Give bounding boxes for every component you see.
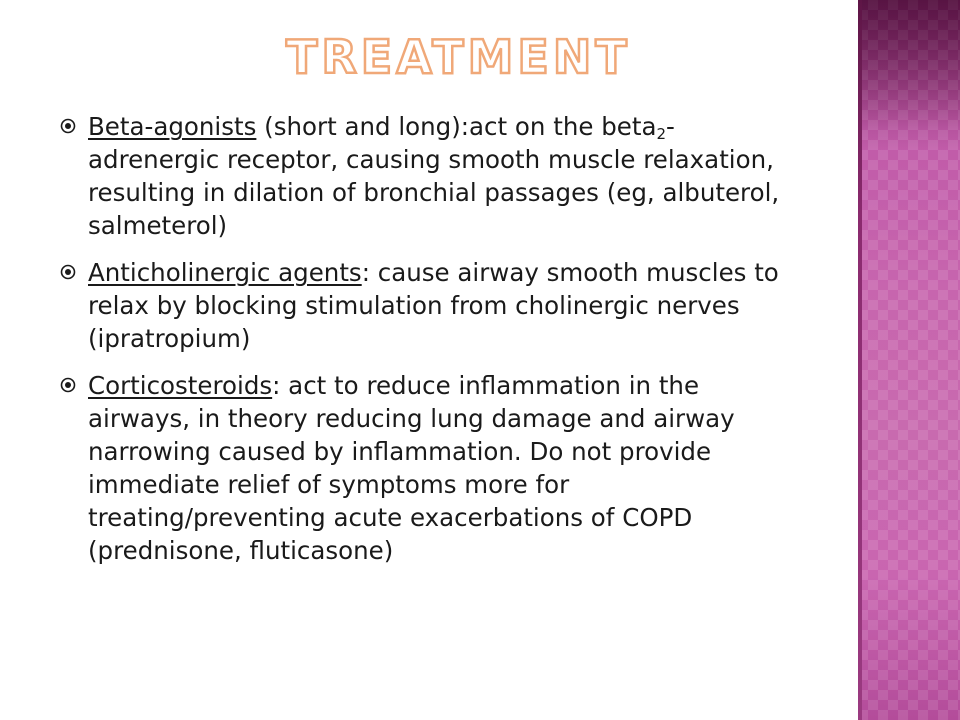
decorative-side-panel — [858, 0, 960, 720]
side-panel-edge — [858, 0, 862, 720]
bullet-term: Anticholinergic agents — [88, 258, 362, 287]
bullet-target-icon — [60, 369, 88, 393]
bullet-text — [88, 369, 800, 567]
bullet-description-cont: -adrenergic receptor, causing smooth muscle relaxation, resulting in dilation of bronchial passages (eg, albuterol, salmeterol) — [88, 112, 780, 240]
list-item — [60, 256, 800, 355]
bullet-list — [60, 110, 800, 581]
bullet-term: Corticosteroids — [88, 371, 273, 400]
bullet-description: : act to reduce inflammation in the airways, in theory reducing lung damage and airway narrowing caused by inflammation. Do not provide immediate relief of symptoms more for treating/preventing acute exacerbations of COPD (prednisone, fluticasone) — [88, 371, 735, 565]
slide-title: TREATMENT — [286, 30, 631, 84]
bullet-target-icon — [60, 110, 88, 134]
bullet-text — [88, 256, 800, 355]
list-item — [60, 369, 800, 567]
side-panel-shade — [858, 0, 960, 150]
bullet-description: : cause airway smooth muscles to relax by blocking stimulation from cholinergic nerves (ipratropium) — [88, 258, 779, 353]
bullet-description: (short and long):act on the beta — [256, 112, 657, 141]
list-item — [60, 110, 800, 242]
subscript: 2 — [656, 125, 667, 143]
bullet-term: Beta-agonists — [88, 112, 257, 141]
bullet-text — [88, 110, 800, 242]
bullet-target-icon — [60, 256, 88, 280]
